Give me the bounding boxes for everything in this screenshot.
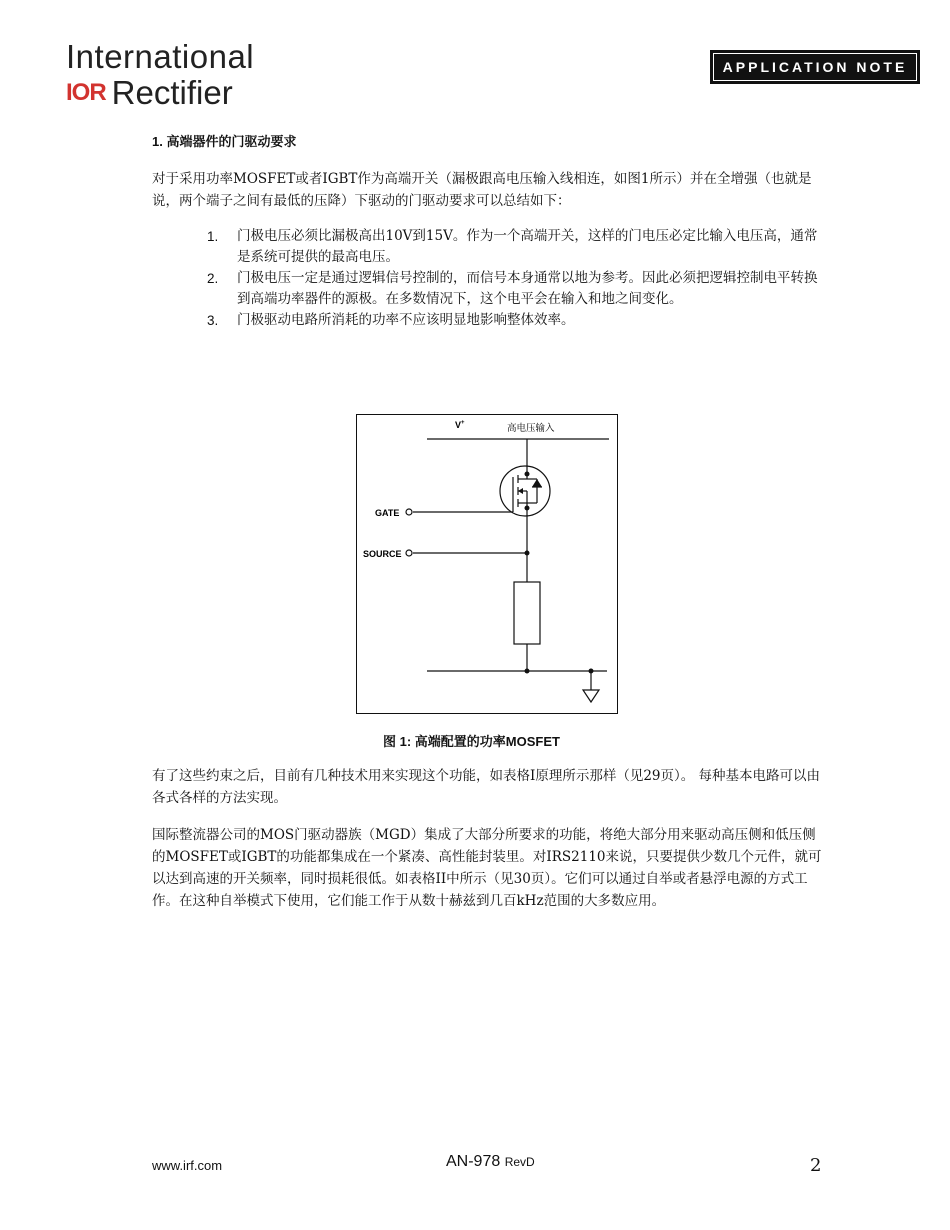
logo-international: International xyxy=(66,38,255,75)
list-item-text: 门极驱动电路所消耗的功率不应该明显地影响整体效率。 xyxy=(237,312,575,328)
vplus-label: V+ xyxy=(455,420,465,430)
gate-label: GATE xyxy=(375,508,400,518)
hv-input-label: 高电压输入 xyxy=(507,423,555,434)
list-item-number: 1. xyxy=(207,229,219,244)
paragraph: 有了这些约束之后，目前有几种技术用来实现这个功能，如表格I原理所示那样（见29页）。 每种基本电路可以由各式各样的方法实现。 xyxy=(152,768,821,806)
list-item-text: 门极电压一定是通过逻辑信号控制的，而信号本身通常以地为参考。因此必须把逻辑控制电平转换到高端功率器件的源极。在多数情况下，这个电平会在输入和地之间变化。 xyxy=(237,270,818,307)
application-note-badge: APPLICATION NOTE xyxy=(710,50,920,84)
list-item xyxy=(207,226,822,268)
paragraph: 国际整流器公司的MOS门驱动器族（MGD）集成了大部分所要求的功能，将绝大部分用来驱动高压侧和低压侧的MOSFET或IGBT的功能都集成在一个紧凑、高性能封装里。对IRS2110来说，只要提供少数几个元件，就可以达到高速的开关频率，同时损耗很低。如表格II中所示（见30页）。它们可以通过自举或者悬浮电源的方式工作。在这种自举模式下使用，它们能工作于从数十赫兹到几百kHz范围的大多数应用。 xyxy=(152,827,822,909)
requirements-list xyxy=(207,226,822,331)
footer-doc-id xyxy=(446,1153,535,1171)
section-title: 1. 高端器件的门驱动要求 xyxy=(152,134,297,149)
page-number: 2 xyxy=(810,1155,822,1176)
source-label: SOURCE xyxy=(363,549,402,559)
circuit-diagram xyxy=(357,415,616,712)
figure-caption: 图 1: 高端配置的功率MOSFET xyxy=(383,734,560,749)
list-item-text: 门极电压必须比漏极高出10V到15V。作为一个高端开关，这样的门电压必定比输入电压高，通常是系统可提供的最高电压。 xyxy=(237,228,818,265)
list-item-number: 2. xyxy=(207,271,219,286)
logo-rectifier: Rectifier xyxy=(111,74,233,111)
source-terminal xyxy=(406,550,412,556)
footer-website[interactable]: www.irf.com xyxy=(152,1158,223,1173)
figure-1-circuit xyxy=(356,414,618,714)
ground-icon xyxy=(583,690,599,702)
list-item-number: 3. xyxy=(207,313,219,328)
list-item xyxy=(207,310,822,331)
intro-paragraph: 对于采用功率MOSFET或者IGBT作为高端开关（漏极跟高电压输入线相连，如图1所示）并在全增强（也就是说，两个端子之间有最低的压降）下驱动的门驱动要求可以总结如下： xyxy=(152,171,812,209)
doc-number: AN-978 xyxy=(446,1153,501,1170)
list-item xyxy=(207,268,822,310)
gate-terminal xyxy=(406,509,412,515)
logo-ior-mark: IOR xyxy=(66,79,106,106)
load-resistor xyxy=(514,582,540,644)
doc-revision: RevD xyxy=(504,1155,535,1169)
logo xyxy=(66,74,233,112)
